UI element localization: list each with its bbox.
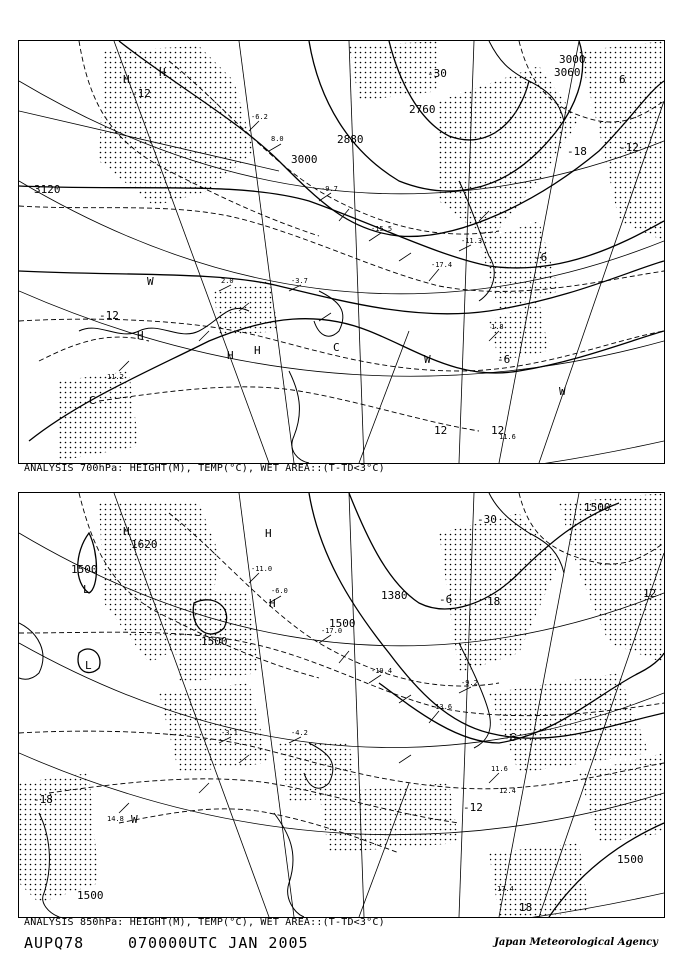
- svg-text:-19.4: -19.4: [371, 667, 393, 675]
- svg-text:-6.0: -6.0: [271, 587, 288, 595]
- temp-label: 12: [491, 424, 505, 437]
- valid-time: 070000UTC JAN 2005: [128, 934, 309, 952]
- height-label: 1620: [131, 538, 158, 551]
- temp-label: -18: [567, 145, 587, 158]
- svg-text:-17.0: -17.0: [321, 627, 343, 635]
- temp-label: 18: [487, 595, 501, 608]
- map-850hpa-svg: [19, 493, 664, 917]
- low-center-label: L: [85, 659, 92, 672]
- temp-label: -12: [99, 309, 119, 322]
- high-center-label: H: [137, 329, 144, 342]
- map-panel-700hpa: [18, 40, 665, 464]
- height-label: 3120: [34, 183, 61, 196]
- svg-text:17.4: 17.4: [497, 885, 514, 893]
- temp-label: -12: [619, 141, 639, 154]
- temp-label: 18: [519, 901, 533, 914]
- height-label: 2880: [337, 133, 364, 146]
- height-label: 2760: [409, 103, 436, 116]
- svg-text:-9.7: -9.7: [321, 185, 338, 193]
- svg-text:-15.5: -15.5: [371, 225, 393, 233]
- map-panel-850hpa: [18, 492, 665, 918]
- temp-label: -6: [439, 593, 453, 606]
- svg-text:1.8: 1.8: [491, 323, 504, 331]
- svg-text:11.6: 11.6: [499, 433, 516, 441]
- svg-text:-6.2: -6.2: [251, 113, 268, 121]
- high-center-label: H: [227, 349, 234, 362]
- temp-label: -6: [497, 353, 511, 366]
- svg-text:11.2: 11.2: [107, 373, 124, 381]
- high-center-label: H: [265, 527, 272, 540]
- svg-text:-11.3: -11.3: [461, 237, 483, 245]
- svg-text:8.0: 8.0: [271, 135, 284, 143]
- temp-label: -30: [477, 513, 497, 526]
- chart-id: AUPQ78: [24, 934, 85, 952]
- temp-label: -6: [534, 251, 548, 264]
- map-700hpa-svg: [19, 41, 664, 463]
- svg-text:-9.2: -9.2: [461, 679, 478, 687]
- temp-label: 12: [434, 424, 448, 437]
- warm-center-label: W: [559, 385, 566, 398]
- height-label: 1500: [71, 563, 98, 576]
- high-center-label: H: [269, 597, 276, 610]
- height-label: 1500: [201, 635, 228, 648]
- low-center-label: L: [83, 583, 90, 596]
- panel-caption-850hpa: ANALYSIS 850hPa: HEIGHT(M), TEMP(°C), WET AREA::(T-TD<3°C): [24, 917, 385, 928]
- high-center-label: H: [123, 525, 130, 538]
- height-label: 3060: [554, 66, 581, 79]
- temp-label: -12: [463, 801, 483, 814]
- height-label: 3000: [291, 153, 318, 166]
- height-label: 1500: [617, 853, 644, 866]
- svg-text:2.0: 2.0: [221, 277, 234, 285]
- height-label: 1500: [77, 889, 104, 902]
- svg-text:-13.6: -13.6: [431, 703, 453, 711]
- svg-text:11.6: 11.6: [491, 765, 508, 773]
- svg-text:-17.4: -17.4: [431, 261, 453, 269]
- high-center-label: H: [123, 73, 130, 86]
- svg-text:-4.2: -4.2: [291, 729, 308, 737]
- temp-label: -18: [33, 793, 53, 806]
- agency-credit: Japan Meteorological Agency: [494, 937, 658, 948]
- height-label: 3000: [559, 53, 586, 66]
- temp-label: -30: [427, 67, 447, 80]
- temp-label: 6: [619, 73, 626, 86]
- cold-center-label: C: [333, 341, 340, 354]
- warm-center-label: W: [424, 353, 431, 366]
- height-label: 1380: [381, 589, 408, 602]
- panel-caption-700hpa: ANALYSIS 700hPa: HEIGHT(M), TEMP(°C), WET AREA::(T-TD<3°C): [24, 463, 385, 474]
- svg-text:-3.7: -3.7: [291, 277, 308, 285]
- svg-text:-11.0: -11.0: [251, 565, 273, 573]
- temp-label: -12: [131, 87, 151, 100]
- temp-label: 12: [643, 587, 657, 600]
- high-center-label: H: [159, 66, 166, 79]
- height-label: 1500: [584, 501, 611, 514]
- svg-text:12.4: 12.4: [499, 787, 516, 795]
- cold-center-label: C: [89, 394, 96, 407]
- warm-center-label: W: [147, 275, 154, 288]
- temp-label: -6: [503, 731, 517, 744]
- svg-text:14.8: 14.8: [107, 815, 124, 823]
- warm-center-label: W: [131, 813, 138, 826]
- height-label: 1500: [329, 617, 356, 630]
- svg-text:-3.1: -3.1: [221, 729, 238, 737]
- high-center-label: H: [254, 344, 261, 357]
